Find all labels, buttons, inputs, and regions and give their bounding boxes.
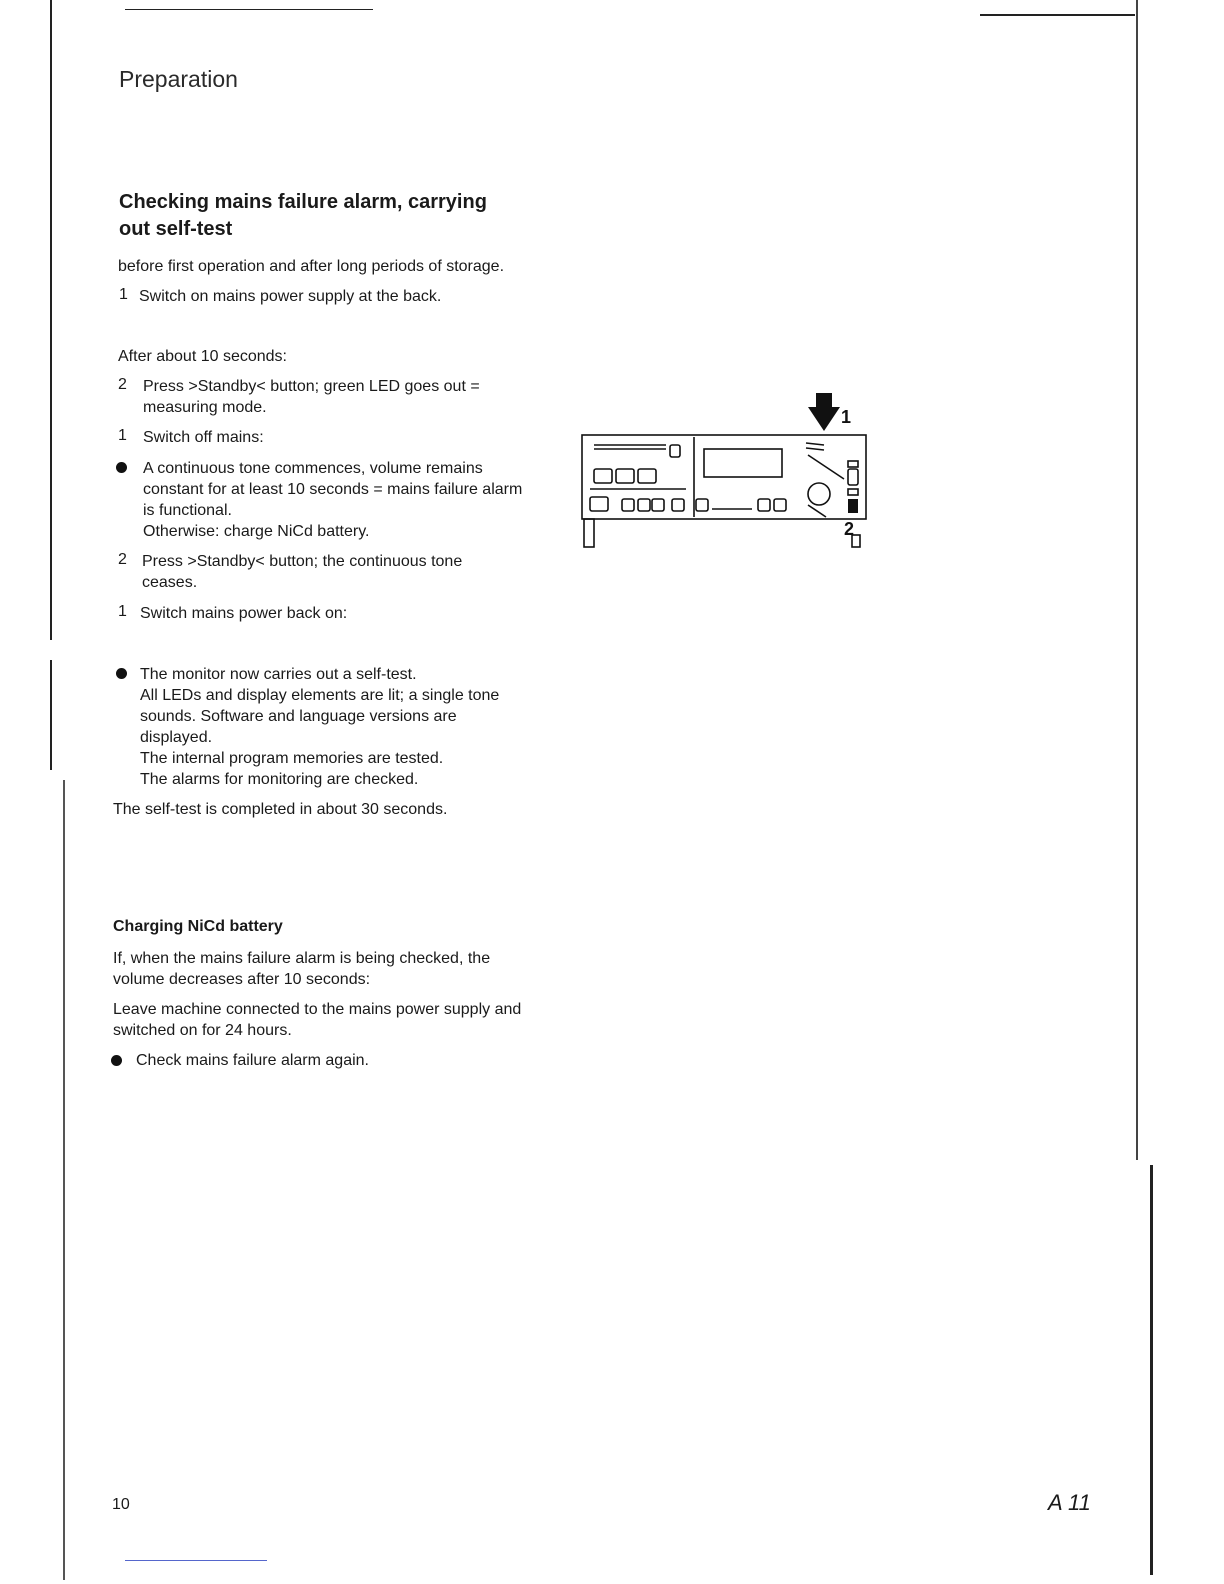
bullet-text: A continuous tone commences, volume remains constant for at least 10 seconds = mains failure alarm is functional. Otherwise: charge NiCd battery. [143,460,523,540]
page-code: A 11 [1048,1490,1091,1515]
top-rule [125,9,373,10]
arrow-down-icon [808,393,840,431]
main-heading-line2: out self-test [119,218,233,240]
step-text: Switch off mains: [143,429,264,446]
bullet-icon [116,668,127,679]
charging-heading: Charging NiCd battery [113,918,283,935]
right-margin-line [1136,0,1138,1160]
step-number: 2 [118,551,127,568]
left-margin-line [50,0,52,640]
charging-paragraph-2: Leave machine connected to the mains power supply and switched on for 24 hours. [113,1001,522,1039]
bullet-icon [111,1055,122,1066]
figure-label-2: 2 [844,519,855,539]
charging-paragraph-1: If, when the mains failure alarm is being checked, the volume decreases after 10 seconds: [113,950,491,988]
main-heading-line1: Checking mains failure alarm, carrying [119,191,487,213]
control-knob [808,483,830,505]
page-number: 10 [112,1496,130,1513]
monitor-front-panel-figure [576,385,876,555]
top-right-rule [980,14,1135,16]
right-margin-line-lower [1150,1165,1153,1575]
self-test-completed-text: The self-test is completed in about 30 seconds. [113,801,448,818]
display-window [704,449,782,477]
step-text: Switch mains power back on: [140,605,348,622]
intro-text: before first operation and after long periods of storage. [118,258,505,275]
step-text: Press >Standby< button; the continuous tone ceases. [142,553,463,591]
step-number: 1 [119,286,128,303]
main-heading [119,189,487,243]
step-number: 1 [118,427,127,444]
left-margin-line-lower [50,660,52,770]
left-edge-line [63,780,65,1580]
step-text: Press >Standby< button; green LED goes out = measuring mode. [143,378,480,416]
step-number: 2 [118,376,127,393]
figure-label-1: 1 [841,407,852,427]
charging-bullet-text: Check mains failure alarm again. [136,1052,369,1069]
bullet-icon [116,462,127,473]
after-text: After about 10 seconds: [118,348,287,365]
bullet-text: The monitor now carries out a self-test. All LEDs and display elements are lit; a single tone sounds. Software and language versions are displayed. The internal program memories are tested. The alarms for monitoring are checked. [140,666,500,788]
section-title: Preparation [119,66,238,92]
step-text: Switch on mains power supply at the back. [139,288,442,305]
step-number: 1 [118,603,127,620]
bottom-link-rule [125,1560,267,1561]
